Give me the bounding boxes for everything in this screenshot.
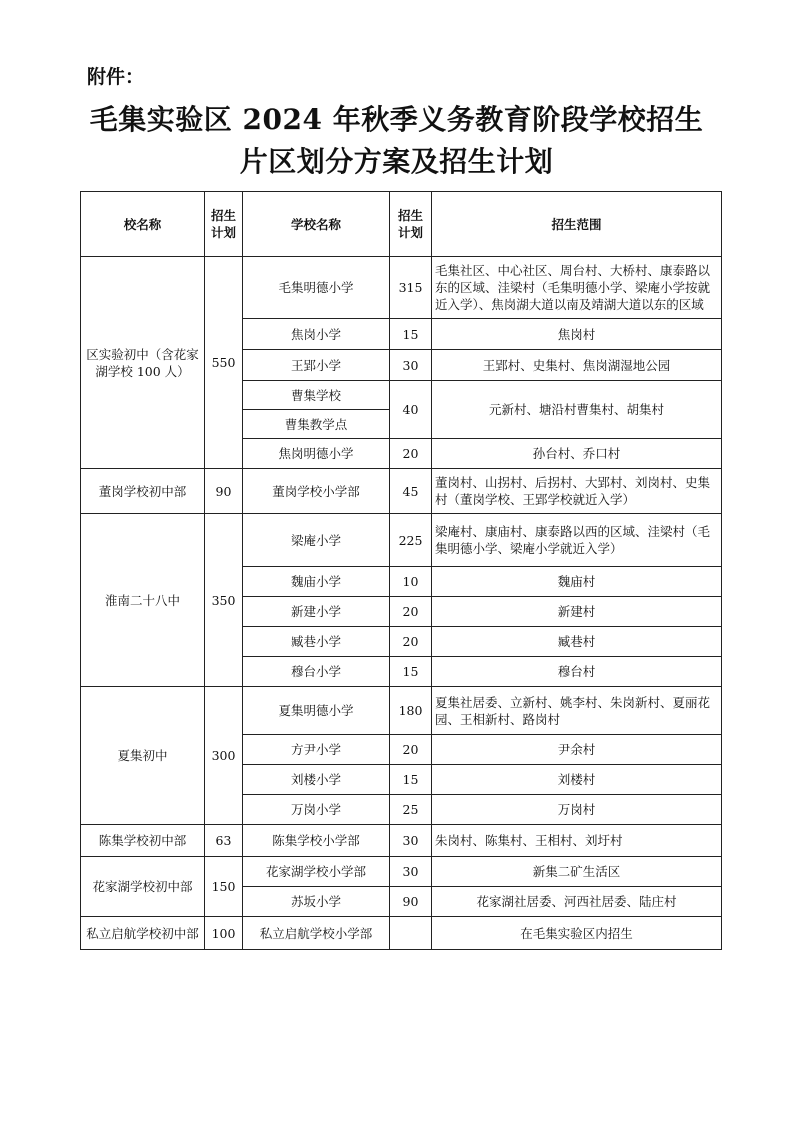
range-cell: 臧巷村 [432, 627, 722, 657]
primary-school-cell: 夏集明德小学 [243, 687, 390, 735]
middle-plan-cell: 350 [205, 514, 243, 687]
primary-school-cell: 臧巷小学 [243, 627, 390, 657]
primary-school-cell: 魏庙小学 [243, 567, 390, 597]
range-cell: 新建村 [432, 597, 722, 627]
primary-plan-cell: 25 [390, 795, 432, 825]
primary-plan-cell: 40 [390, 381, 432, 439]
table-header-row [81, 192, 722, 257]
primary-plan-cell: 30 [390, 857, 432, 887]
range-cell: 董岗村、山拐村、后拐村、大郢村、刘岗村、史集村（董岗学校、王郢学校就近入学） [432, 469, 722, 514]
range-cell: 毛集社区、中心社区、周台村、大桥村、康泰路以东的区域、洼梁村（毛集明德小学、梁庵小学按就近入学）、焦岗湖大道以南及靖湖大道以东的区域 [432, 257, 722, 319]
primary-plan-cell: 30 [390, 350, 432, 381]
primary-school-cell: 万岗小学 [243, 795, 390, 825]
primary-plan-cell: 315 [390, 257, 432, 319]
primary-school-cell: 刘楼小学 [243, 765, 390, 795]
primary-school-cell: 曹集学校 [243, 381, 390, 410]
middle-plan-cell: 150 [205, 857, 243, 917]
primary-school-cell: 毛集明德小学 [243, 257, 390, 319]
primary-plan-cell: 90 [390, 887, 432, 917]
primary-plan-cell: 45 [390, 469, 432, 514]
middle-plan-cell: 63 [205, 825, 243, 857]
range-cell: 刘楼村 [432, 765, 722, 795]
table-row [81, 857, 722, 887]
range-cell: 花家湖社居委、河西社居委、陆庄村 [432, 887, 722, 917]
primary-school-cell: 方尹小学 [243, 735, 390, 765]
primary-school-cell: 新建小学 [243, 597, 390, 627]
range-cell: 新集二矿生活区 [432, 857, 722, 887]
range-cell: 夏集社居委、立新村、姚李村、朱岗新村、夏丽花园、王相新村、路岗村 [432, 687, 722, 735]
primary-school-cell: 苏坂小学 [243, 887, 390, 917]
middle-school-cell: 私立启航学校初中部 [81, 917, 205, 950]
primary-plan-cell: 15 [390, 765, 432, 795]
primary-plan-cell: 20 [390, 735, 432, 765]
range-cell: 朱岗村、陈集村、王相村、刘圩村 [432, 825, 722, 857]
range-cell: 元新村、塘沿村曹集村、胡集村 [432, 381, 722, 439]
table-row [81, 917, 722, 950]
middle-plan-cell: 90 [205, 469, 243, 514]
header-plan: 招生计划 [205, 192, 243, 257]
primary-plan-cell: 225 [390, 514, 432, 567]
table-row [81, 469, 722, 514]
primary-school-cell: 董岗学校小学部 [243, 469, 390, 514]
table-row [81, 257, 722, 319]
middle-plan-cell: 550 [205, 257, 243, 469]
range-cell: 梁庵村、康庙村、康泰路以西的区域、洼梁村（毛集明德小学、梁庵小学就近入学） [432, 514, 722, 567]
header-primary-name: 学校名称 [243, 192, 390, 257]
range-cell: 万岗村 [432, 795, 722, 825]
range-cell: 穆台村 [432, 657, 722, 687]
primary-plan-cell: 20 [390, 439, 432, 469]
primary-school-cell: 梁庵小学 [243, 514, 390, 567]
primary-school-cell: 王郢小学 [243, 350, 390, 381]
range-cell: 焦岗村 [432, 319, 722, 350]
primary-plan-cell: 180 [390, 687, 432, 735]
primary-school-cell: 焦岗明德小学 [243, 439, 390, 469]
table-row [81, 687, 722, 735]
primary-plan-cell [390, 917, 432, 950]
primary-plan-cell: 15 [390, 319, 432, 350]
primary-school-cell: 穆台小学 [243, 657, 390, 687]
header-school-name: 校名称 [81, 192, 205, 257]
range-cell: 魏庙村 [432, 567, 722, 597]
middle-school-cell: 夏集初中 [81, 687, 205, 825]
table-row [81, 514, 722, 567]
middle-school-cell: 区实验初中（含花家湖学校 100 人） [81, 257, 205, 469]
primary-school-cell: 花家湖学校小学部 [243, 857, 390, 887]
middle-school-cell: 陈集学校初中部 [81, 825, 205, 857]
primary-plan-cell: 20 [390, 597, 432, 627]
middle-plan-cell: 100 [205, 917, 243, 950]
range-cell: 尹余村 [432, 735, 722, 765]
range-cell: 孙台村、乔口村 [432, 439, 722, 469]
range-cell: 在毛集实验区内招生 [432, 917, 722, 950]
primary-plan-cell: 20 [390, 627, 432, 657]
primary-plan-cell: 15 [390, 657, 432, 687]
document-title-line1: 毛集实验区 2024 年秋季义务教育阶段学校招生 [89, 103, 704, 136]
primary-plan-cell: 10 [390, 567, 432, 597]
enrollment-table [80, 191, 722, 950]
middle-school-cell: 花家湖学校初中部 [81, 857, 205, 917]
primary-school-cell: 私立启航学校小学部 [243, 917, 390, 950]
header-range: 招生范围 [432, 192, 722, 257]
primary-school-cell: 曹集教学点 [243, 410, 390, 439]
middle-plan-cell: 300 [205, 687, 243, 825]
primary-plan-cell: 30 [390, 825, 432, 857]
middle-school-cell: 董岗学校初中部 [81, 469, 205, 514]
table-row [81, 825, 722, 857]
middle-school-cell: 淮南二十八中 [81, 514, 205, 687]
document-title-line2: 片区划分方案及招生计划 [239, 145, 554, 178]
primary-school-cell: 陈集学校小学部 [243, 825, 390, 857]
range-cell: 王郢村、史集村、焦岗湖湿地公园 [432, 350, 722, 381]
header-primary-plan: 招生计划 [390, 192, 432, 257]
attachment-label: 附件： [87, 66, 145, 88]
primary-school-cell: 焦岗小学 [243, 319, 390, 350]
